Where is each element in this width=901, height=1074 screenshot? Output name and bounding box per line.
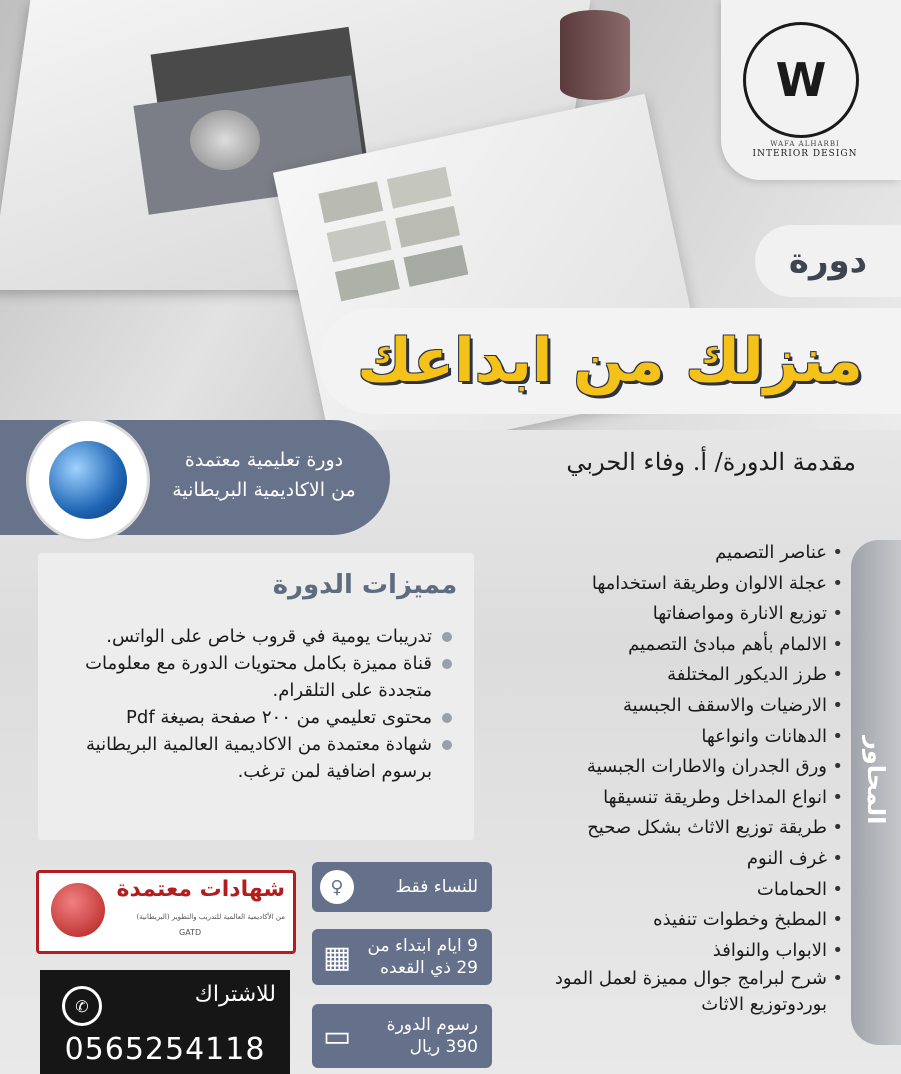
stamp-abbr: GATD <box>179 928 202 937</box>
presenter-name: مقدمة الدورة/ أ. وفاء الحربي <box>566 448 856 476</box>
globe-icon <box>49 441 127 519</box>
logo-name: WAFA ALHARBI <box>770 140 840 148</box>
subscribe-box[interactable] <box>40 970 290 1074</box>
topic-item: • المطبخ وخطوات تنفيذه <box>503 905 843 936</box>
stamp-subtitle: من الأكاديمية العالمية للتدريب والتطوير (البريطانية) <box>136 913 285 921</box>
topic-item: • غرف النوم <box>503 844 843 875</box>
stamp-title: شهادات معتمدة <box>116 877 285 902</box>
calendar-icon: ▦ <box>322 939 352 975</box>
fee-badge <box>312 1004 492 1068</box>
feature-item: شهادة معتمدة من الاكاديمية العالمية البريطانية برسوم اضافية لمن ترغب. <box>49 731 454 785</box>
accreditation-text <box>150 445 378 505</box>
money-icon: ▭ <box>322 1018 352 1054</box>
feature-item: تدريبات يومية في قروب خاص على الواتس. <box>49 623 454 650</box>
topic-item: • الارضيات والاسقف الجبسية <box>503 691 843 722</box>
topic-item: • توزيع الانارة ومواصفاتها <box>503 599 843 630</box>
feature-item: قناة مميزة بكامل محتويات الدورة مع معلومات متجددة على التلقرام. <box>49 650 454 704</box>
academy-emblem <box>26 418 150 542</box>
features-list <box>49 623 454 785</box>
topic-item: • طرز الديكور المختلفة <box>503 660 843 691</box>
women-only-badge <box>312 862 492 912</box>
feature-item: محتوى تعليمي من ٢٠٠ صفحة بصيغة Pdf <box>49 704 454 731</box>
topic-item: • الابواب والنوافذ <box>503 936 843 967</box>
fee-line-1: رسوم الدورة <box>386 1015 478 1035</box>
certificate-stamp <box>36 870 296 954</box>
date-line-2: 29 ذي القعده <box>380 958 478 978</box>
academy-logo-icon <box>51 883 105 937</box>
logo-tagline: INTERIOR DESIGN <box>752 149 858 159</box>
logo-card <box>721 0 901 180</box>
decor-paint-lid <box>190 110 260 170</box>
topic-item: • شرح لبرامج جوال مميزة لعمل المود بوردوتوزيع الاثاث <box>503 966 843 1018</box>
whatsapp-icon[interactable]: ✆ <box>62 986 102 1026</box>
subscribe-label: للاشتراك <box>194 982 276 1007</box>
course-title: منزلك من ابداعك <box>319 308 901 414</box>
course-label: دورة <box>755 225 901 297</box>
decor-paint-can <box>560 10 630 100</box>
topic-item: • الدهانات وانواعها <box>503 722 843 753</box>
date-badge <box>312 929 492 985</box>
date-text <box>368 935 478 979</box>
accreditation-line-2: من الاكاديمية البريطانية <box>172 479 356 501</box>
fee-text <box>387 1014 478 1058</box>
topic-item: • عناصر التصميم <box>503 538 843 569</box>
topics-list <box>503 538 843 1018</box>
topic-item: • عجلة الالوان وطريقة استخدامها <box>503 569 843 600</box>
topic-item: • طريقة توزيع الاثاث بشكل صحيح <box>503 813 843 844</box>
woman-icon: ♀ <box>320 870 354 904</box>
date-line-1: 9 ايام ابتداء من <box>367 936 478 956</box>
topics-label: المحاور <box>862 736 890 825</box>
topic-item: • الحمامات <box>503 875 843 906</box>
women-only-text: للنساء فقط <box>395 877 478 897</box>
phone-number[interactable]: 0565254118 <box>64 1032 266 1067</box>
topic-item: • ورق الجدران والاطارات الجبسية <box>503 752 843 783</box>
topic-item: • انواع المداخل وطريقة تنسيقها <box>503 783 843 814</box>
features-title: مميزات الدورة <box>272 570 458 600</box>
fee-line-2: 390 ريال <box>409 1037 478 1057</box>
accreditation-line-1: دورة تعليمية معتمدة <box>184 449 344 471</box>
topic-item: • الالمام بأهم مبادئ التصميم <box>503 630 843 661</box>
logo-letter: W <box>775 53 827 107</box>
logo-mark <box>743 22 859 138</box>
